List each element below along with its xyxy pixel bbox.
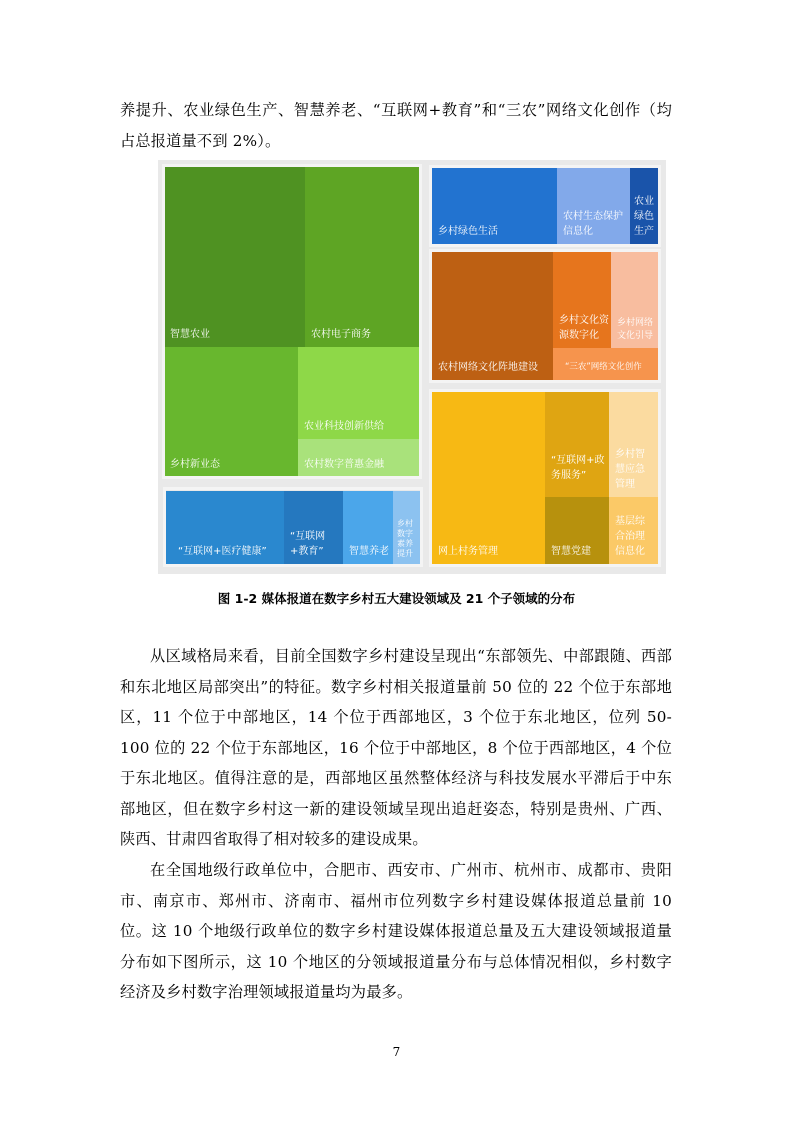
tile-internet-government: “互联网+政务服务” bbox=[545, 392, 609, 497]
tile-digital-finance: 农村数字普惠金融 bbox=[298, 439, 420, 477]
tile-smart-agriculture: 智慧农业 bbox=[164, 166, 305, 347]
tile-green-production: 农业绿色生产 bbox=[630, 168, 658, 244]
tile-rural-new-business: 乡村新业态 bbox=[164, 347, 298, 477]
treemap-chart bbox=[158, 160, 666, 574]
figure-caption: 图 1-2 媒体报道在数字乡村五大建设领域及 21 个子领域的分布 bbox=[217, 591, 576, 606]
page-number: 7 bbox=[392, 1045, 401, 1059]
paragraph-regional: 从区域格局来看，目前全国数字乡村建设呈现出“东部领先、中部跟随、西部和东北地区局部突出”的特征。数字乡村相关报道量前 50 位的 22 个位于东部地区，11 个位于中部地区，14 个位于西部地区，3 个位于东北地区，位列 50-100 位的 22 个位于东部地区，16 个位于中部地区，8 个位于西部地区，4 个位于东北地区。值得注意的是，西部地区虽然整体经济与科技发展水平滞后于中东部地区，但在数字乡村这一新的建设领域呈现出追赶姿态，特别是贵州、广西、陕西、甘肃四省取得了相对较多的建设成果。 bbox=[120, 647, 672, 848]
tile-online-village-affairs: 网上村务管理 bbox=[432, 392, 545, 564]
tile-digital-literacy: 乡村数字素养提升 bbox=[393, 491, 420, 564]
paragraph-cities: 在全国地级行政单位中，合肥市、西安市、广州市、杭州市、成都市、贵阳市、南京市、郑州市、济南市、福州市位列数字乡村建设媒体报道总量前 10 位。这 10 个地级行政单位的数字乡村建设媒体报道总量及五大建设领域报道量分布如下图所示，这 10 个地区的分领域报道量分布与总体情况相似，乡村数字经济及乡村数字治理领域报道量均为最多。 bbox=[120, 861, 672, 1001]
tile-cultural-resources: 乡村文化资源数字化 bbox=[553, 252, 611, 348]
tile-grassroots-governance: 基层综合治理信息化 bbox=[609, 497, 658, 564]
tile-internet-healthcare: “互联网+医疗健康” bbox=[166, 491, 284, 564]
tile-green-living: 乡村绿色生活 bbox=[432, 168, 557, 244]
paragraph-top: 养提升、农业绿色生产、智慧养老、“互联网+教育”和“三农”网络文化创作（均占总报道量不到 2%）。 bbox=[120, 101, 672, 150]
tile-ecology-informatization: 农村生态保护信息化 bbox=[557, 168, 630, 244]
tile-sannong-creation: “三农”网络文化创作 bbox=[553, 348, 658, 380]
tile-cultural-position: 农村网络文化阵地建设 bbox=[432, 252, 553, 380]
tile-network-culture-guide: 乡村网络文化引导 bbox=[611, 252, 658, 348]
tile-rural-ecommerce: 农村电子商务 bbox=[305, 166, 420, 347]
tile-smart-elderly-care: 智慧养老 bbox=[343, 491, 393, 564]
tile-smart-party-building: 智慧党建 bbox=[545, 497, 609, 564]
tile-agri-tech-innovation: 农业科技创新供给 bbox=[298, 347, 420, 439]
tile-smart-emergency: 乡村智慧应急管理 bbox=[609, 392, 658, 497]
tile-internet-education: “互联网+教育” bbox=[284, 491, 343, 564]
